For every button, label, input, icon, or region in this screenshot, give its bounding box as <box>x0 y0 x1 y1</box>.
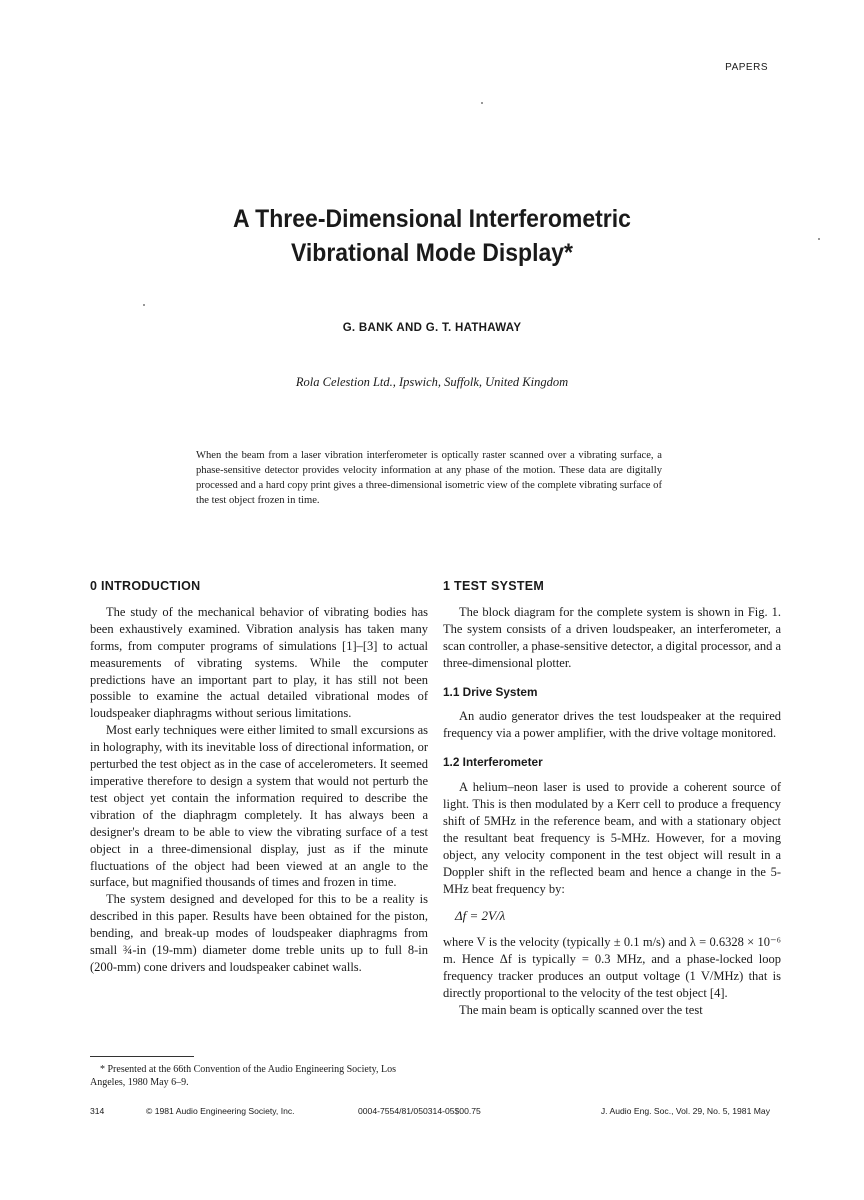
drive-system-paragraph: An audio generator drives the test loudspeaker at the required frequency via a power amplifier, with the drive voltage monitored. <box>443 709 781 741</box>
paper-title <box>35 202 830 270</box>
interferometer-followup: where V is the velocity (typically ± 0.1 m/s) and λ = 0.6328 × 10⁻⁶ m. Hence Δf is typically = 0.3 MHz, and a phase-locked loop frequency tracker produces an output voltage (1 V/MHz) that is directly proportional to the velocity of the test object [4]. <box>443 935 781 1001</box>
author-list: G. BANK AND G. T. HATHAWAY <box>342 322 522 334</box>
intro-paragraph-3: The system designed and developed for this to be a reality is described in this paper. Results have been obtained for the piston, bending, and break-up modes of loudspeaker diaphragms from small ¾-in (19-mm) diameter dome treble units up to full 8-in (200-mm) cone drivers and loudspeaker cabinet walls. <box>90 892 428 974</box>
scan-speck <box>143 304 145 306</box>
test-system-paragraph: The block diagram for the complete system is shown in Fig. 1. The system consists of a driven loudspeaker, an interferometer, a scan controller, a phase-sensitive detector, a digital processor, and a three-dimensional plotter. <box>443 604 781 670</box>
section-heading-test-system: 1 TEST SYSTEM <box>443 579 545 593</box>
scan-speck <box>818 238 820 240</box>
page-number: 314 <box>90 1106 105 1116</box>
footnote: * Presented at the 66th Convention of the Audio Engineering Society, Los Angeles, 1980 May 6–9. <box>90 1064 396 1088</box>
intro-paragraph-1: The study of the mechanical behavior of vibrating bodies has been exhaustively examined. Vibration analysis has taken many forms, from computer programs of simulations [1]–[3] to actual measurements of vibrating systems. While the computer predictions have an important part to play, it has still not been possible to examine the actual detailed vibrational modes of loudspeaker diaphragms without serious limitations. <box>90 604 428 721</box>
running-header: PAPERS <box>725 62 768 73</box>
copyright-notice: © 1981 Audio Engineering Society, Inc. <box>146 1106 295 1116</box>
subsection-heading-interferometer: 1.2 Interferometer <box>443 755 543 770</box>
title-line-2: Vibrational Mode Display* <box>290 239 574 267</box>
interferometer-paragraph: A helium–neon laser is used to provide a coherent source of light. This is then modulated by a Kerr cell to produce a frequency shift of 5MHz in the reference beam, and with a stationary object the resultant beat frequency is 5-MHz. However, for a moving object, any velocity component in the test object will result in a Doppler shift in the reflected beam and hence a change in the 5-MHz beat frequency by: <box>443 780 781 896</box>
intro-paragraph-2: Most early techniques were either limited to small excursions as in holography, with its inevitable loss of directional information, or perturbed the test object as in the case of accelerometers. It seemed imperative therefore to design a system that would not perturb the test object yet contain the information required to describe the vibration of the diaphragm completely. It has always been a designer's dream to be able to view the vibrating surface of a test object in a three-dimensional display, just as if the minute fluctuations of the object had been viewed at an angle to the surface, but magnified thousands of times and frozen in time. <box>90 723 428 890</box>
subsection-heading-drive-system: 1.1 Drive System <box>443 684 538 699</box>
doppler-equation: Δf = 2V/λ <box>455 907 506 923</box>
journal-citation: J. Audio Eng. Soc., Vol. 29, No. 5, 1981 May <box>600 1106 770 1116</box>
abstract: When the beam from a laser vibration interferometer is optically raster scanned over a vibrating surface, a phase-sensitive detector provides velocity information at any phase of the motion. These data are digitally processed and a hard copy print gives a three-dimensional isometric view of the complete vibrating surface of the test object frozen in time. <box>196 450 662 506</box>
scan-paragraph-start: The main beam is optically scanned over the test <box>459 1003 703 1018</box>
section-heading-introduction: 0 INTRODUCTION <box>90 579 201 593</box>
article-code: 0004-7554/81/050314-05$00.75 <box>358 1106 481 1116</box>
left-column <box>90 578 428 976</box>
scan-speck <box>481 102 483 104</box>
affiliation: Rola Celestion Ltd., Ipswich, Suffolk, United Kingdom <box>295 375 569 389</box>
right-column <box>443 578 781 1019</box>
title-line-1: A Three-Dimensional Interferometric <box>233 205 631 233</box>
footnote-divider <box>90 1056 194 1057</box>
